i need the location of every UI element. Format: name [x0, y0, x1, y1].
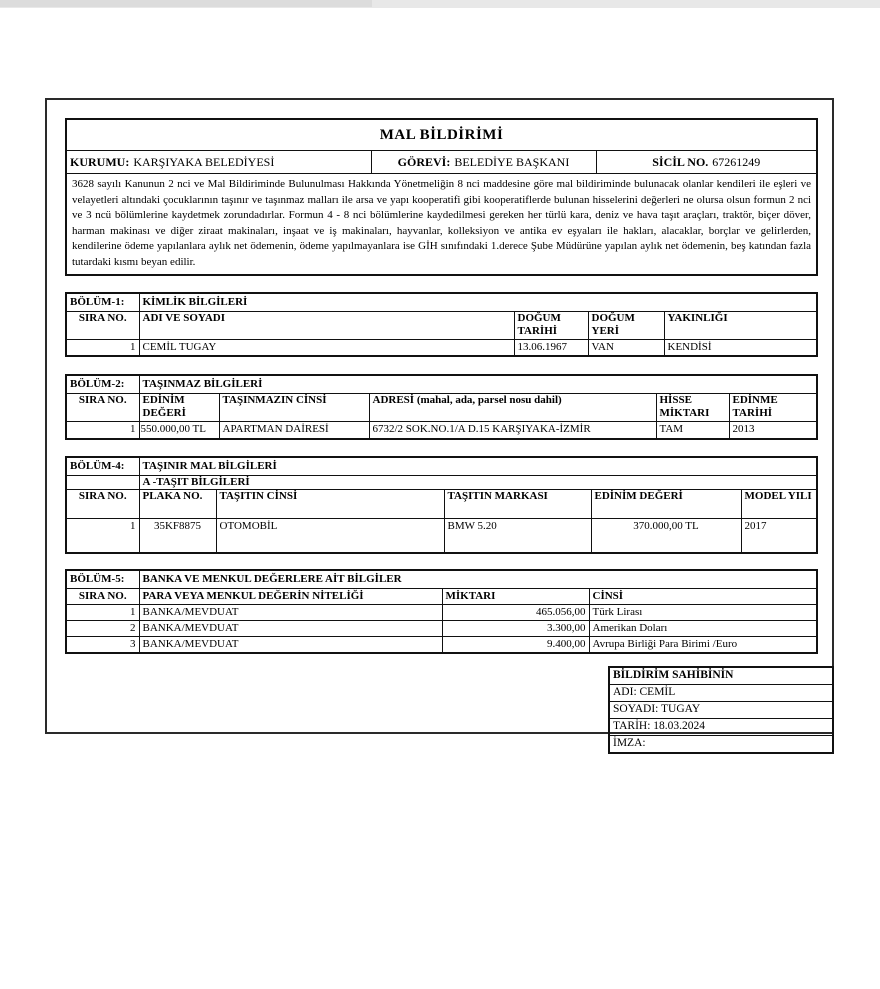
cell-nitelik: BANKA/MEVDUAT	[139, 605, 442, 621]
cell-adres: 6732/2 SOK.NO.1/A D.15 KARŞIYAKA-İZMİR	[369, 422, 656, 439]
section-title: TAŞINIR MAL BİLGİLERİ	[139, 457, 817, 476]
cell-deger: 370.000,00 TL	[591, 518, 741, 553]
section-header-row	[66, 457, 817, 476]
cell-adi: CEMİL TUGAY	[139, 339, 514, 356]
cell-miktar: 465.056,00	[442, 605, 589, 621]
role-label: GÖREVİ:	[397, 154, 451, 169]
subsection-row	[66, 475, 817, 489]
table-row	[66, 422, 817, 439]
col-nitelik: PARA VEYA MENKUL DEĞERİN NİTELİĞİ	[139, 589, 442, 605]
cell-yakinlik: KENDİSİ	[664, 339, 817, 356]
sicil-cell	[596, 151, 817, 174]
org-value: KARŞIYAKA BELEDİYESİ	[133, 154, 275, 169]
column-header-row	[66, 589, 817, 605]
col-plaka: PLAKA NO.	[139, 489, 216, 518]
cell-tarih: 2013	[729, 422, 817, 439]
org-label: KURUMU:	[70, 154, 130, 169]
declarant-surname: SOYADI: TUGAY	[609, 701, 833, 718]
sicil-value: 67261249	[712, 154, 761, 169]
section-header-row	[66, 570, 817, 589]
table-row	[609, 684, 833, 701]
section-title: BANKA VE MENKUL DEĞERLERE AİT BİLGİLER	[139, 570, 817, 589]
cell-sira: 1	[66, 518, 139, 553]
table-row	[609, 718, 833, 735]
declarant-table	[608, 666, 834, 754]
col-tarih: EDİNME TARİHİ	[729, 394, 817, 422]
form-title: MAL BİLDİRİMİ	[66, 119, 817, 151]
section-label: BÖLÜM-1:	[66, 293, 139, 312]
top-chrome-bar-segment	[0, 0, 372, 7]
empty-cell	[66, 475, 139, 489]
section-label: BÖLÜM-5:	[66, 570, 139, 589]
cell-marka: BMW 5.20	[444, 518, 591, 553]
col-marka: TAŞITIN MARKASI	[444, 489, 591, 518]
col-cins: TAŞITIN CİNSİ	[216, 489, 444, 518]
bolum1-table	[65, 292, 818, 358]
col-dogum-yeri: DOĞUM YERİ	[588, 311, 664, 339]
cell-miktar: 9.400,00	[442, 637, 589, 653]
col-adi: ADI VE SOYADI	[139, 311, 514, 339]
col-hisse: HİSSE MİKTARI	[656, 394, 729, 422]
cell-model: 2017	[741, 518, 817, 553]
cell-cins: Türk Lirası	[589, 605, 817, 621]
table-row	[609, 735, 833, 753]
col-cins: TAŞINMAZIN CİNSİ	[219, 394, 369, 422]
cell-nitelik: BANKA/MEVDUAT	[139, 637, 442, 653]
table-row	[66, 339, 817, 356]
cell-cins: APARTMAN DAİRESİ	[219, 422, 369, 439]
table-row	[66, 637, 817, 653]
form-header-table	[65, 118, 818, 276]
sicil-label: SİCİL NO.	[652, 154, 709, 169]
cell-dogum-yeri: VAN	[588, 339, 664, 356]
col-deger: EDİNİM DEĞERİ	[591, 489, 741, 518]
section-title: KİMLİK BİLGİLERİ	[139, 293, 817, 312]
cell-cins: Amerikan Doları	[589, 621, 817, 637]
col-sira: SIRA NO.	[66, 311, 139, 339]
table-row	[66, 119, 817, 151]
col-sira: SIRA NO.	[66, 394, 139, 422]
bolum4-table	[65, 456, 818, 555]
col-adres: ADRESİ (mahal, ada, parsel nosu dahil)	[369, 394, 656, 422]
col-yakinlik: YAKINLIĞI	[664, 311, 817, 339]
declarant-title: BİLDİRİM SAHİBİNİN	[609, 667, 833, 685]
bolum2-table	[65, 374, 818, 440]
table-row	[66, 621, 817, 637]
org-cell	[66, 151, 371, 174]
table-row	[66, 151, 817, 174]
cell-sira: 2	[66, 621, 139, 637]
table-row	[66, 174, 817, 275]
col-sira: SIRA NO.	[66, 489, 139, 518]
section-header-row	[66, 375, 817, 394]
cell-sira: 1	[66, 339, 139, 356]
col-dogum-tarihi: DOĞUM TARİHİ	[514, 311, 588, 339]
cell-dogum-tarihi: 13.06.1967	[514, 339, 588, 356]
column-header-row	[66, 489, 817, 518]
cell-cins: Avrupa Birliği Para Birimi /Euro	[589, 637, 817, 653]
col-cins: CİNSİ	[589, 589, 817, 605]
declarant-signature: İMZA:	[609, 735, 833, 753]
section-title: TAŞINMAZ BİLGİLERİ	[139, 375, 817, 394]
declarant-name: ADI: CEMİL	[609, 684, 833, 701]
table-row	[609, 701, 833, 718]
column-header-row	[66, 394, 817, 422]
document-page	[45, 98, 834, 750]
cell-nitelik: BANKA/MEVDUAT	[139, 621, 442, 637]
cell-hisse: TAM	[656, 422, 729, 439]
col-model: MODEL YILI	[741, 489, 817, 518]
role-cell	[371, 151, 596, 174]
bolum5-table	[65, 569, 818, 654]
cell-sira: 1	[66, 605, 139, 621]
intro-paragraph: 3628 sayılı Kanunun 2 nci ve Mal Bildiriminde Bulunulması Hakkında Yönetmeliğin 8 nci maddesine göre mal bildiriminde bulunacak olanlar kendileri ile eşleri ve velayetleri altındaki çocuklarının taşınır ve taşınmaz malları ile arsa ve yapı kooperatifi gibi kooperatiflerde bulunan hisselerini değerleri ne olursa olsun formun 2 nci ve 3 ncü bölümlerine kaydetmek zorundadırlar. Formun 4 - 8 nci bölümlerine kaydedilmesi gereken her türlü kara, deniz ve hava taşıt araçları, traktör, biçer döver, harman makinası ve diğer ziraat makinaları, inşaat ve iş makinaları, hayvanlar, kolleksiyon ve antika ev eşyaları ile hakları, alacaklar, borçlar ve gelirlerden, kendilerine ödeme yapılanlara aylık net ödemenin, ödeme yapılmayanlara ise GİH sınıfındaki 1.derece Şube Müdürüne yapılan aylık net ödemenin, beş katından fazla tutardaki kısmı beyan edilir.	[66, 174, 817, 275]
col-deger: EDİNİM DEĞERİ	[139, 394, 219, 422]
cell-sira: 3	[66, 637, 139, 653]
section-label: BÖLÜM-4:	[66, 457, 139, 476]
table-row	[66, 605, 817, 621]
table-row	[66, 518, 817, 553]
col-miktar: MİKTARI	[442, 589, 589, 605]
subsection-title: A -TAŞIT BİLGİLERİ	[139, 475, 817, 489]
cell-miktar: 3.300,00	[442, 621, 589, 637]
role-value: BELEDİYE BAŞKANI	[454, 154, 570, 169]
cell-deger: 550.000,00 TL	[139, 422, 219, 439]
section-header-row	[66, 293, 817, 312]
declarant-date: TARİH: 18.03.2024	[609, 718, 833, 735]
top-chrome-bar	[0, 0, 880, 8]
cell-plaka: 35KF8875	[139, 518, 216, 553]
cell-cins: OTOMOBİL	[216, 518, 444, 553]
col-sira: SIRA NO.	[66, 589, 139, 605]
cell-sira: 1	[66, 422, 139, 439]
column-header-row	[66, 311, 817, 339]
section-label: BÖLÜM-2:	[66, 375, 139, 394]
table-row	[609, 667, 833, 685]
